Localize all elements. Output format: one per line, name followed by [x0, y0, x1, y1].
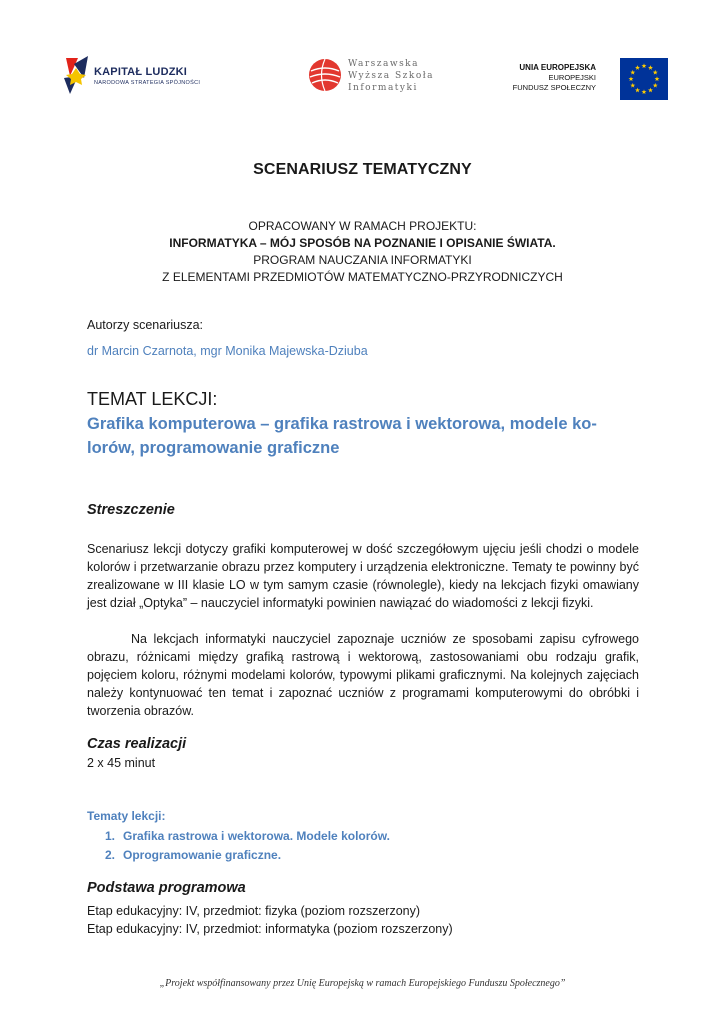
list-item-number: 2. [105, 848, 116, 862]
eu-flag-icon [620, 58, 668, 100]
topic-line-1: Grafika komputerowa – grafika rastrowa i wektorowa, modele ko- [87, 415, 597, 433]
summary-heading: Streszczenie [87, 502, 175, 518]
duration-heading: Czas realizacji [87, 736, 187, 752]
wwsi-line-2: Wyższa Szkoła [348, 71, 435, 81]
list-item-text: Oprogramowanie graficzne. [123, 848, 282, 862]
authors-names: dr Marcin Czarnota, mgr Monika Majewska-Dziuba [87, 344, 368, 358]
curriculum-heading: Podstawa programowa [87, 880, 246, 896]
list-item [105, 827, 390, 846]
kapital-ludzki-title: KAPITAŁ LUDZKI [94, 66, 188, 78]
project-line-3: PROGRAM NAUCZANIA INFORMATYKI [253, 253, 472, 267]
summary-paragraph-1: Scenariusz lekcji dotyczy grafiki komputerowej w dość szczegółowym ujęciu jeśli chodzi o modele kolorów i przetwarzanie obrazu przez komputery i urządzenia elektroniczne. Tematy te powinny być zrealizowane w III klasie LO w tym samym czasie (równolegle), kiedy na lekcjach fizyki omawiany jest dział „Optyka” – nauczyciel informatyki powinien nawiązać do wiadomości z lekcji fizyki. [87, 542, 639, 610]
duration-value: 2 x 45 minut [87, 756, 156, 770]
wwsi-line-3: Informatyki [348, 83, 418, 93]
kapital-ludzki-star-icon [60, 54, 90, 96]
project-line-1: OPRACOWANY W RAMACH PROJEKTU: [248, 219, 477, 233]
wwsi-logo [308, 56, 438, 98]
topic-title [87, 412, 647, 460]
curriculum-line-2: Etap edukacyjny: IV, przedmiot: informatyka (poziom rozszerzony) [87, 922, 453, 936]
list-item-text: Grafika rastrowa i wektorowa. Modele kolorów. [123, 829, 390, 843]
eu-line-2: EUROPEJSKI [548, 73, 596, 82]
curriculum-line-1: Etap edukacyjny: IV, przedmiot: fizyka (poziom rozszerzony) [87, 904, 421, 918]
lessons-list [105, 827, 390, 865]
list-item [105, 846, 390, 865]
topic-label: TEMAT LEKCJI: [87, 389, 218, 409]
project-block [0, 218, 725, 286]
eu-line-3: FUNDUSZ SPOŁECZNY [512, 83, 596, 92]
document-title: SCENARIUSZ TEMATYCZNY [253, 161, 472, 178]
kapital-ludzki-subtitle: NARODOWA STRATEGIA SPÓJNOŚCI [94, 80, 201, 86]
topic-line-2: lorów, programowanie graficzne [87, 439, 340, 457]
project-line-4: Z ELEMENTAMI PRZEDMIOTÓW MATEMATYCZNO-PRZYRODNICZYCH [162, 270, 563, 284]
kapital-ludzki-logo [60, 54, 200, 96]
lessons-heading: Tematy lekcji: [87, 809, 166, 823]
list-item-number: 1. [105, 829, 116, 843]
authors-label: Autorzy scenariusza: [87, 318, 204, 332]
wwsi-globe-icon [308, 58, 342, 92]
curriculum-lines [87, 902, 453, 938]
wwsi-line-1: Warszawska [348, 59, 420, 69]
project-name: INFORMATYKA – MÓJ SPOSÓB NA POZNANIE I OPISANIE ŚWIATA. [169, 236, 556, 250]
footer-note: „Projekt współfinansowany przez Unię Europejską w ramach Europejskiego Funduszu Społecznego” [159, 978, 566, 989]
eu-line-1: UNIA EUROPEJSKA [519, 63, 596, 72]
eu-efs-logo [498, 56, 668, 102]
summary-paragraph-2: Na lekcjach informatyki nauczyciel zapoznaje uczniów ze sposobami zapisu cyfrowego obrazu, różnicami między grafiką rastrową i wektorową, zastosowaniami obu rodzaju grafik, pojęciem koloru, różnymi modelami kolorów, typowymi plikami graficznymi. Na kolejnych zajęciach należy kontynuować ten temat i zapoznać uczniów z programami komputerowymi do obróbki i tworzenia obrazów. [87, 632, 639, 718]
